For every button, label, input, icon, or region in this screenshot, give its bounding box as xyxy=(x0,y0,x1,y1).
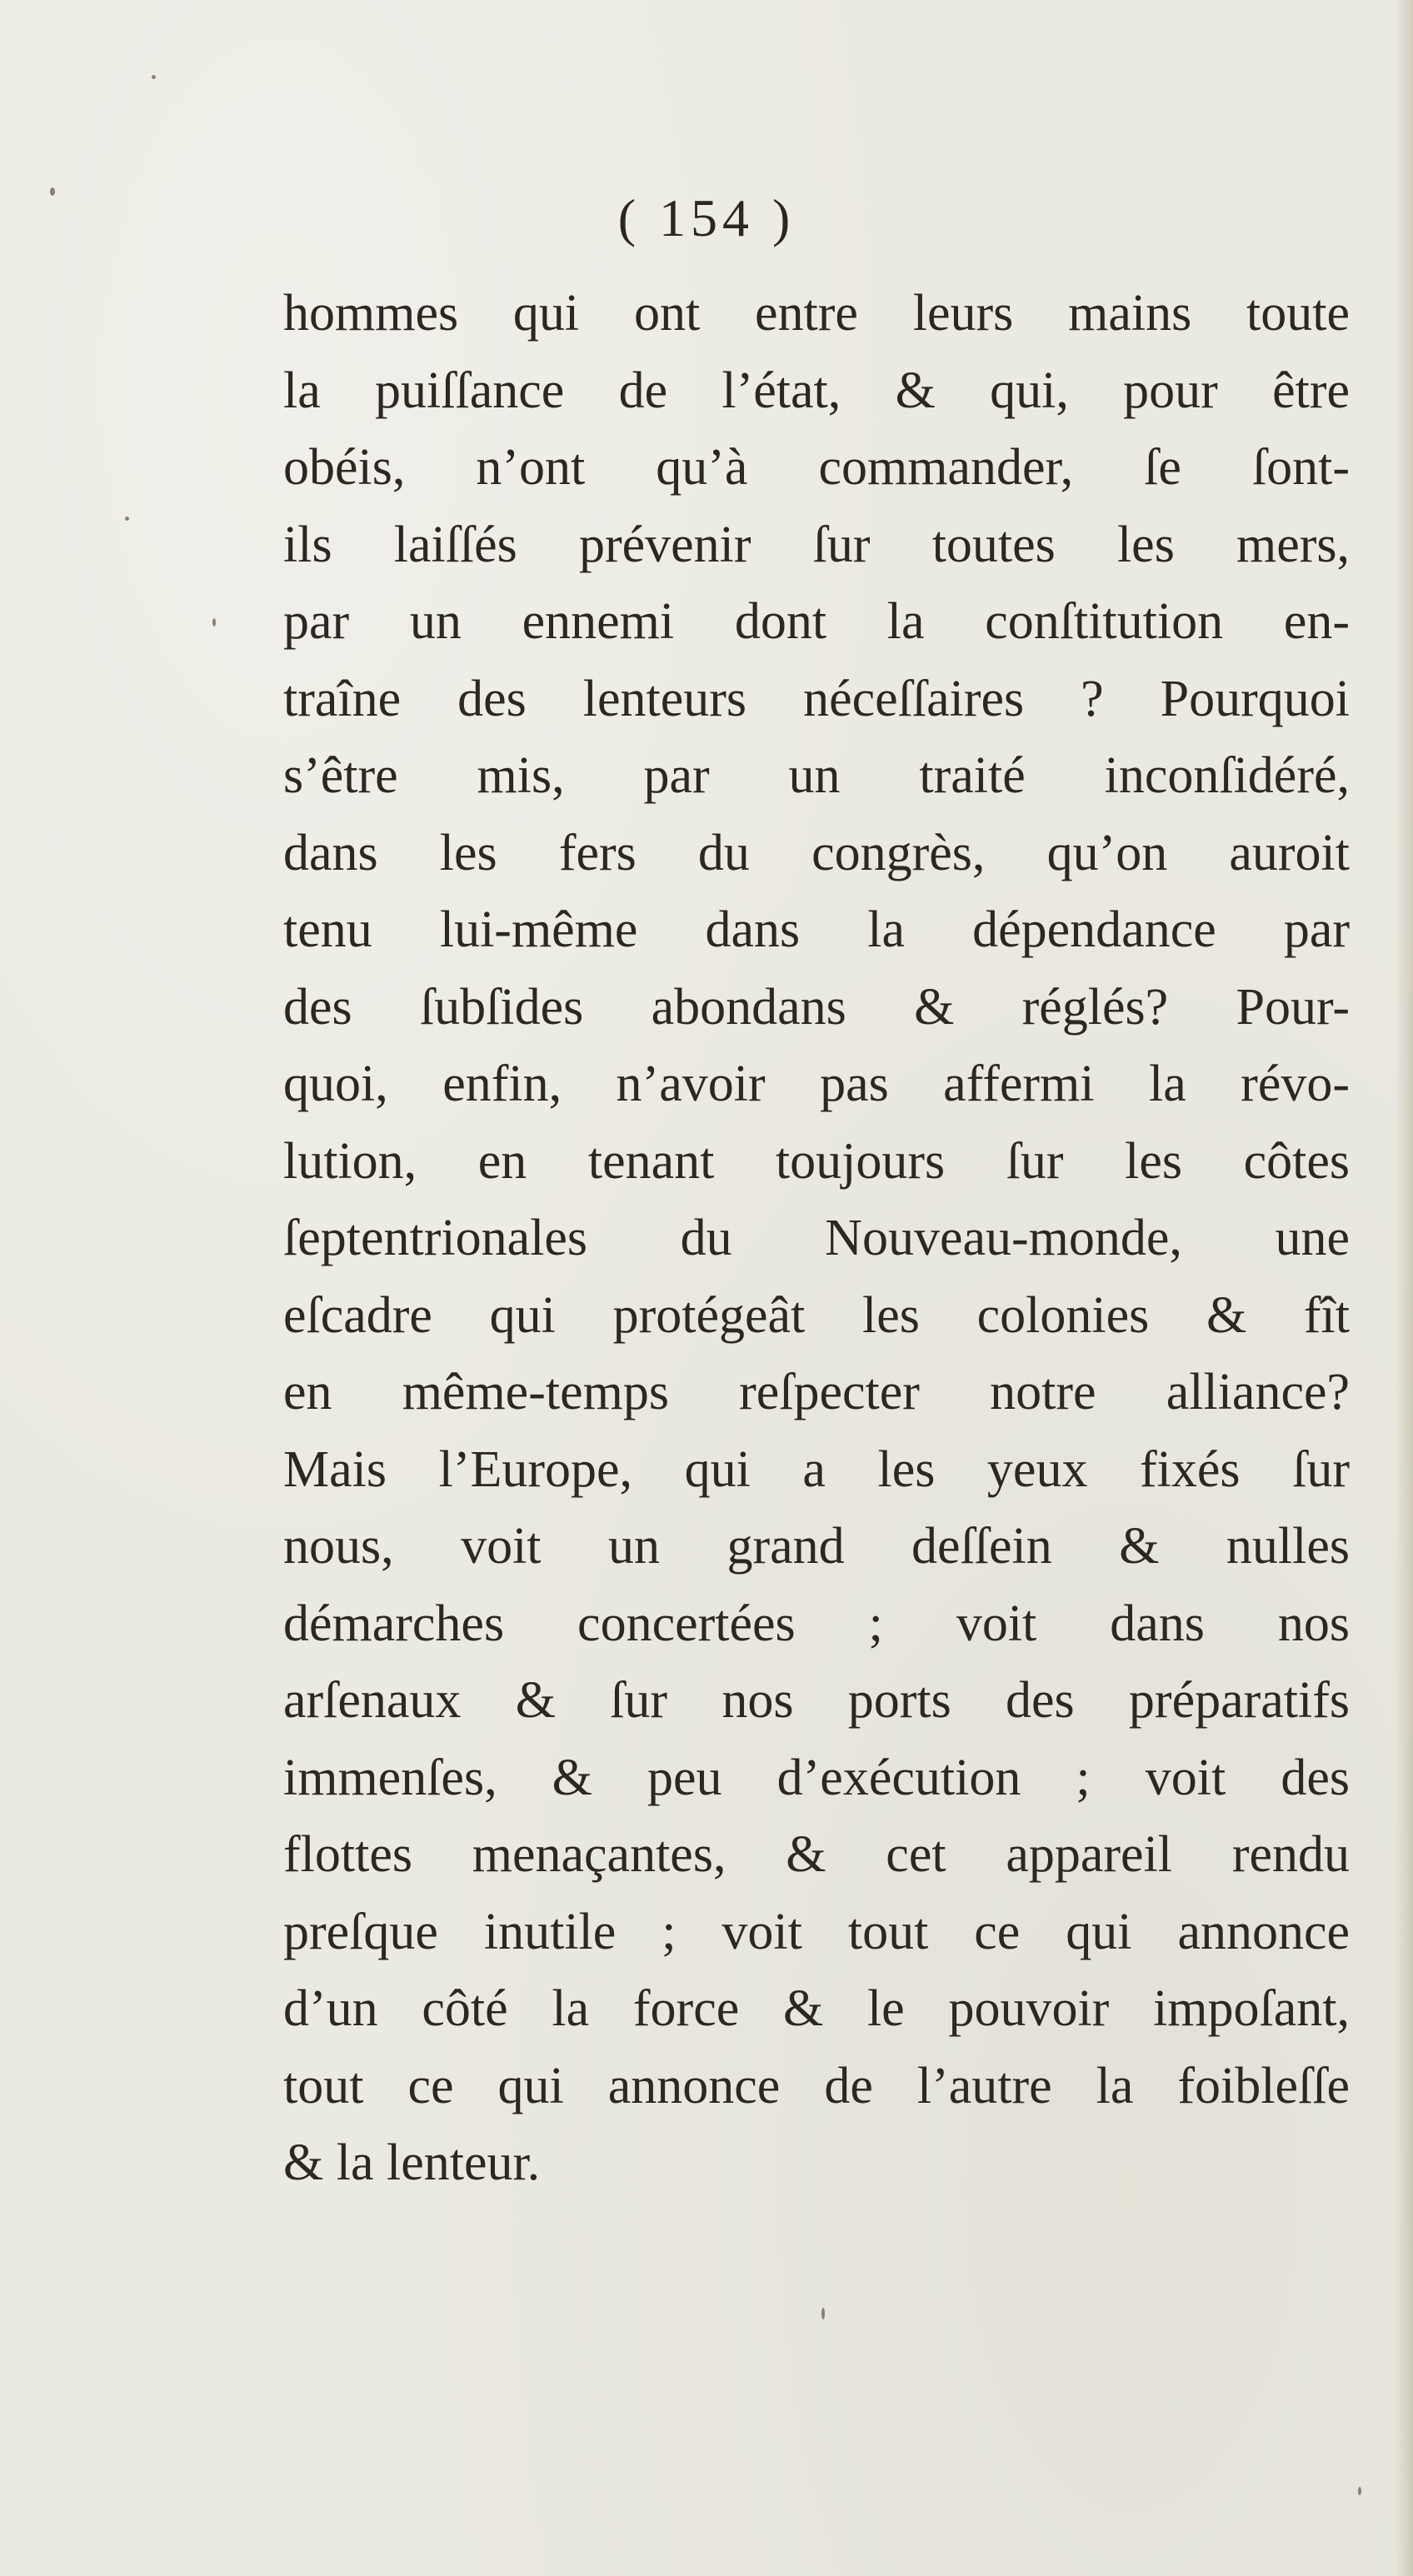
text-line: par un ennemi dont la conſtitution en- xyxy=(283,593,1350,650)
text-line: en même-temps reſpecter notre alliance? xyxy=(283,1364,1350,1420)
text-line: s’être mis, par un traité inconſidéré, xyxy=(283,747,1350,804)
page-edge-shadow xyxy=(1395,0,1413,2576)
text-line: hommes qui ont entre leurs mains toute xyxy=(283,285,1350,342)
text-line: immenſes, & peu d’exécution ; voit des xyxy=(283,1749,1350,1806)
text-line: arſenaux & ſur nos ports des préparatifs xyxy=(283,1672,1350,1729)
text-line: tenu lui-même dans la dépendance par xyxy=(283,901,1350,958)
paper-speck xyxy=(1358,2487,1361,2495)
text-line: eſcadre qui protégeât les colonies & fît xyxy=(283,1286,1350,1344)
text-line: flottes menaçantes, & cet appareil rendu xyxy=(283,1826,1350,1883)
paper-speck xyxy=(212,618,216,627)
text-line: ſeptentrionales du Nouveau-monde, une xyxy=(283,1210,1350,1266)
text-line: démarches concertées ; voit dans nos xyxy=(283,1595,1350,1652)
paper-speck xyxy=(821,2308,825,2319)
page-number: ( 154 ) xyxy=(617,188,796,247)
text-line: nous, voit un grand deſſein & nulles xyxy=(283,1518,1350,1575)
text-line: preſque inutile ; voit tout ce qui annonce xyxy=(283,1903,1350,1960)
text-line: la puiſſance de l’état, & qui, pour être xyxy=(283,362,1350,419)
text-line: d’un côté la force & le pouvoir impoſant, xyxy=(283,1980,1350,2037)
text-line: dans les fers du congrès, qu’on auroit xyxy=(283,824,1350,881)
text-line: obéis, n’ont qu’à commander, ſe ſont- xyxy=(283,439,1350,496)
text-line: lution, en tenant toujours ſur les côtes xyxy=(283,1132,1350,1190)
paper-speck xyxy=(125,517,129,521)
text-line-last: & la lenteur. xyxy=(283,2134,541,2191)
text-line: ils laiſſés prévenir ſur toutes les mers, xyxy=(283,516,1350,573)
text-line: tout ce qui annonce de l’autre la foibleſſe xyxy=(283,2057,1350,2114)
paper-speck xyxy=(152,75,156,79)
text-line: des ſubſides abondans & réglés? Pour- xyxy=(283,978,1350,1036)
body-text xyxy=(283,275,1350,2202)
text-line: Mais l’Europe, qui a les yeux fixés ſur xyxy=(283,1440,1350,1498)
text-line: traîne des lenteurs néceſſaires ? Pourquoi xyxy=(283,670,1350,727)
text-line: quoi, enfin, n’avoir pas affermi la révo- xyxy=(283,1056,1350,1112)
